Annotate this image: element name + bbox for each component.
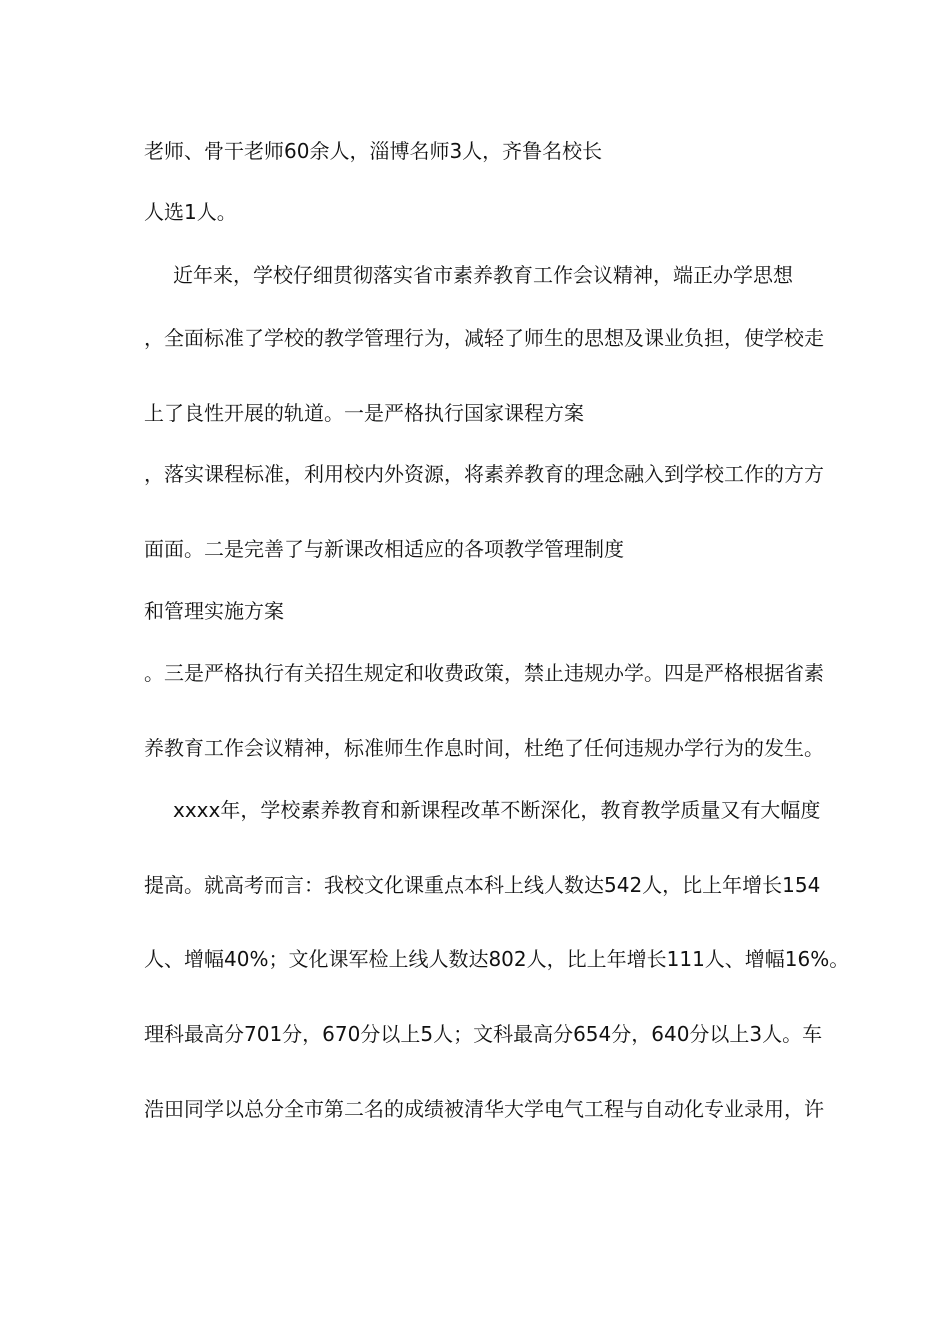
- text-line-14: 理科最高分701分，670分以上5人；文科最高分654分，640分以上3人。车: [144, 1022, 823, 1046]
- paragraph-2-line-1: 近年来，学校仔细贯彻落实省市素养教育工作会议精神，端正办学思想: [173, 263, 793, 287]
- text-line-2: 人选1人。: [144, 200, 237, 224]
- paragraph-3-line-1: xxxx年，学校素养教育和新课程改革不断深化，教育教学质量又有大幅度: [173, 798, 821, 822]
- text-line-10: 养教育工作会议精神，标准师生作息时间，杜绝了任何违规办学行为的发生。: [144, 736, 824, 760]
- text-line-1: 老师、骨干老师60余人，淄博名师3人，齐鲁名校长: [144, 139, 603, 163]
- text-line-5: 上了良性开展的轨道。一是严格执行国家课程方案: [144, 401, 584, 425]
- text-line-4: ，全面标准了学校的教学管理行为，减轻了师生的思想及课业负担，使学校走: [144, 326, 824, 350]
- text-line-9: 。三是严格执行有关招生规定和收费政策，禁止违规办学。四是严格根据省素: [144, 661, 824, 685]
- text-line-6: ，落实课程标准，利用校内外资源，将素养教育的理念融入到学校工作的方方: [144, 462, 824, 486]
- text-line-15: 浩田同学以总分全市第二名的成绩被清华大学电气工程与自动化专业录用，许: [144, 1097, 824, 1121]
- text-line-8: 和管理实施方案: [144, 599, 284, 623]
- text-line-13: 人、增幅40%；文化课军检上线人数达802人，比上年增长111人、增幅16%。: [144, 947, 850, 971]
- text-line-7: 面面。二是完善了与新课改相适应的各项教学管理制度: [144, 537, 624, 561]
- text-line-12: 提高。就高考而言：我校文化课重点本科上线人数达542人，比上年增长154: [144, 873, 821, 897]
